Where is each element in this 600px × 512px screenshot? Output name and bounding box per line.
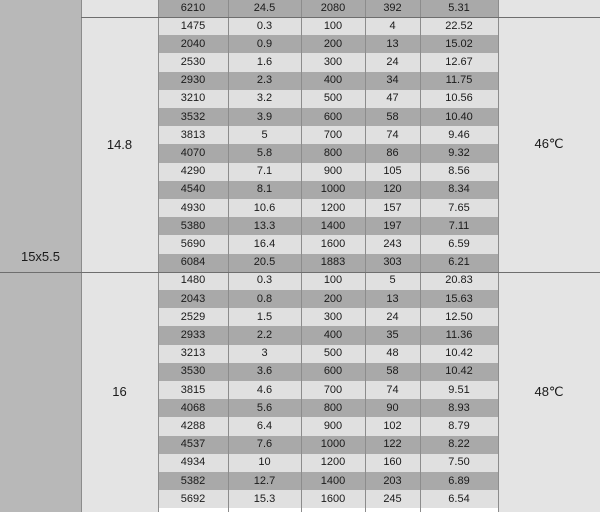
table-cell: 300 bbox=[301, 308, 365, 326]
table-cell: 13 bbox=[365, 35, 420, 53]
table-cell: 243 bbox=[365, 235, 420, 253]
table-cell: 4 bbox=[365, 17, 420, 35]
table-cell: 4.6 bbox=[228, 381, 301, 399]
table-cell: 3.6 bbox=[228, 363, 301, 381]
table-cell: 10.42 bbox=[420, 363, 498, 381]
table-cell: 245 bbox=[365, 490, 420, 508]
table-cell: 800 bbox=[301, 399, 365, 417]
table-cell: 9.51 bbox=[420, 381, 498, 399]
table-cell: 1400 bbox=[301, 217, 365, 235]
table-cell: 10.56 bbox=[420, 90, 498, 108]
table-cell: 7.6 bbox=[228, 436, 301, 454]
table-cell: 10 bbox=[228, 454, 301, 472]
table-cell: 100 bbox=[301, 272, 365, 290]
table-cell: 102 bbox=[365, 417, 420, 435]
table-cell: 35 bbox=[365, 326, 420, 344]
table-cell: 6.54 bbox=[420, 490, 498, 508]
table-cell: 3.9 bbox=[228, 108, 301, 126]
table-cell: 2930 bbox=[158, 72, 228, 90]
table-cell: 3.2 bbox=[228, 90, 301, 108]
table-cell: 400 bbox=[301, 72, 365, 90]
voltage-label: 14.8 bbox=[81, 17, 158, 272]
table-cell: 10.40 bbox=[420, 108, 498, 126]
table-cell: 500 bbox=[301, 90, 365, 108]
table-cell: 100 bbox=[301, 17, 365, 35]
table-cell: 7.65 bbox=[420, 199, 498, 217]
table-cell: 5.6 bbox=[228, 399, 301, 417]
table-cell: 47 bbox=[365, 90, 420, 108]
column-divider bbox=[301, 0, 302, 512]
table-cell: 1000 bbox=[301, 436, 365, 454]
table-cell: 6210 bbox=[158, 0, 228, 17]
table-cell: 160 bbox=[365, 454, 420, 472]
table-cell: 120 bbox=[365, 181, 420, 199]
table-cell: 4288 bbox=[158, 417, 228, 435]
table-cell: 58 bbox=[365, 108, 420, 126]
table-cell: 600 bbox=[301, 108, 365, 126]
table-cell: 392 bbox=[365, 0, 420, 17]
table-cell: 4290 bbox=[158, 163, 228, 181]
table-cell: 10.6 bbox=[228, 199, 301, 217]
group-divider bbox=[0, 272, 600, 273]
table-cell: 3813 bbox=[158, 126, 228, 144]
table-cell: 2530 bbox=[158, 53, 228, 71]
table-cell: 900 bbox=[301, 163, 365, 181]
table-cell: 122 bbox=[365, 436, 420, 454]
table-cell: 800 bbox=[301, 144, 365, 162]
table-cell: 4934 bbox=[158, 454, 228, 472]
table-cell: 24.5 bbox=[228, 0, 301, 17]
temperature-label: 48℃ bbox=[498, 272, 600, 512]
table-cell: 1600 bbox=[301, 235, 365, 253]
table-cell: 0.3 bbox=[228, 17, 301, 35]
table-cell: 0.9 bbox=[228, 35, 301, 53]
table-cell: 9.32 bbox=[420, 144, 498, 162]
table-cell: 86 bbox=[365, 144, 420, 162]
table-cell: 5382 bbox=[158, 472, 228, 490]
table-cell: 6084 bbox=[158, 254, 228, 272]
table-cell: 24 bbox=[365, 308, 420, 326]
table-cell: 1480 bbox=[158, 272, 228, 290]
table-cell: 4930 bbox=[158, 199, 228, 217]
column-divider bbox=[81, 0, 82, 512]
table-cell: 90 bbox=[365, 399, 420, 417]
column-divider bbox=[158, 0, 159, 512]
table-cell: 4070 bbox=[158, 144, 228, 162]
table-cell: 700 bbox=[301, 381, 365, 399]
table-cell: 74 bbox=[365, 381, 420, 399]
table-cell: 3210 bbox=[158, 90, 228, 108]
table-cell: 6.21 bbox=[420, 254, 498, 272]
table-cell: 1600 bbox=[301, 490, 365, 508]
table-cell: 7.1 bbox=[228, 163, 301, 181]
table-cell: 5380 bbox=[158, 217, 228, 235]
table-cell: 1475 bbox=[158, 17, 228, 35]
table-cell: 12.67 bbox=[420, 53, 498, 71]
table-cell: 24 bbox=[365, 53, 420, 71]
table-cell: 5 bbox=[365, 272, 420, 290]
group-divider bbox=[81, 17, 600, 18]
table-cell: 1.6 bbox=[228, 53, 301, 71]
table-cell: 7.11 bbox=[420, 217, 498, 235]
table-cell: 16.4 bbox=[228, 235, 301, 253]
table-cell: 1200 bbox=[301, 454, 365, 472]
table-cell: 15.63 bbox=[420, 290, 498, 308]
table-cell: 13.3 bbox=[228, 217, 301, 235]
table-cell: 1.5 bbox=[228, 308, 301, 326]
table-cell: 300 bbox=[301, 53, 365, 71]
table-cell: 13 bbox=[365, 290, 420, 308]
table-cell: 2.3 bbox=[228, 72, 301, 90]
table-cell: 200 bbox=[301, 290, 365, 308]
table-cell: 4068 bbox=[158, 399, 228, 417]
table-cell: 6.4 bbox=[228, 417, 301, 435]
table-cell: 200 bbox=[301, 35, 365, 53]
table-cell: 2080 bbox=[301, 0, 365, 17]
table-cell: 8.93 bbox=[420, 399, 498, 417]
table-cell: 2040 bbox=[158, 35, 228, 53]
table-cell: 3213 bbox=[158, 345, 228, 363]
table-cell: 1883 bbox=[301, 254, 365, 272]
voltage-label bbox=[81, 0, 158, 17]
table-cell: 48 bbox=[365, 345, 420, 363]
table-cell: 1000 bbox=[301, 181, 365, 199]
table-cell: 15.3 bbox=[228, 490, 301, 508]
table-cell: 105 bbox=[365, 163, 420, 181]
table-cell: 20.5 bbox=[228, 254, 301, 272]
table-cell: 2529 bbox=[158, 308, 228, 326]
table-cell: 1400 bbox=[301, 472, 365, 490]
temperature-label bbox=[498, 0, 600, 17]
voltage-label: 16 bbox=[81, 272, 158, 512]
table-cell: 2933 bbox=[158, 326, 228, 344]
table-cell: 20.83 bbox=[420, 272, 498, 290]
table-cell: 10.42 bbox=[420, 345, 498, 363]
column-divider bbox=[365, 0, 366, 512]
table-cell: 8.79 bbox=[420, 417, 498, 435]
table-cell: 700 bbox=[301, 126, 365, 144]
table-cell: 2.2 bbox=[228, 326, 301, 344]
table-cell: 600 bbox=[301, 363, 365, 381]
table-cell: 9.46 bbox=[420, 126, 498, 144]
column-divider bbox=[498, 0, 499, 512]
table-cell: 58 bbox=[365, 363, 420, 381]
temperature-label: 46℃ bbox=[498, 17, 600, 272]
table-cell: 5.8 bbox=[228, 144, 301, 162]
model-label: 15x5.5 bbox=[0, 0, 81, 512]
table-cell: 12.7 bbox=[228, 472, 301, 490]
table-cell: 11.75 bbox=[420, 72, 498, 90]
table-cell: 400 bbox=[301, 326, 365, 344]
table-cell: 6.89 bbox=[420, 472, 498, 490]
table-cell: 8.22 bbox=[420, 436, 498, 454]
table-cell: 5692 bbox=[158, 490, 228, 508]
table-cell: 11.36 bbox=[420, 326, 498, 344]
table-cell: 3815 bbox=[158, 381, 228, 399]
table-cell: 5 bbox=[228, 126, 301, 144]
table-cell: 500 bbox=[301, 345, 365, 363]
table-cell: 900 bbox=[301, 417, 365, 435]
table-cell: 197 bbox=[365, 217, 420, 235]
table-cell: 303 bbox=[365, 254, 420, 272]
table-cell: 3532 bbox=[158, 108, 228, 126]
table-cell: 8.34 bbox=[420, 181, 498, 199]
table-cell: 203 bbox=[365, 472, 420, 490]
table-cell: 74 bbox=[365, 126, 420, 144]
table-cell: 2043 bbox=[158, 290, 228, 308]
table-cell: 34 bbox=[365, 72, 420, 90]
table-cell: 5690 bbox=[158, 235, 228, 253]
table-cell: 3530 bbox=[158, 363, 228, 381]
table-cell: 6.59 bbox=[420, 235, 498, 253]
table-cell: 22.52 bbox=[420, 17, 498, 35]
table-cell: 7.50 bbox=[420, 454, 498, 472]
table-cell: 0.8 bbox=[228, 290, 301, 308]
table-cell: 157 bbox=[365, 199, 420, 217]
table-cell: 12.50 bbox=[420, 308, 498, 326]
column-divider bbox=[228, 0, 229, 512]
table-cell: 8.1 bbox=[228, 181, 301, 199]
table-cell: 15.02 bbox=[420, 35, 498, 53]
column-divider bbox=[420, 0, 421, 512]
table-cell: 4537 bbox=[158, 436, 228, 454]
table-cell: 4540 bbox=[158, 181, 228, 199]
table-cell: 0.3 bbox=[228, 272, 301, 290]
table-cell: 3 bbox=[228, 345, 301, 363]
table-cell: 8.56 bbox=[420, 163, 498, 181]
table-cell: 1200 bbox=[301, 199, 365, 217]
table-cell: 5.31 bbox=[420, 0, 498, 17]
